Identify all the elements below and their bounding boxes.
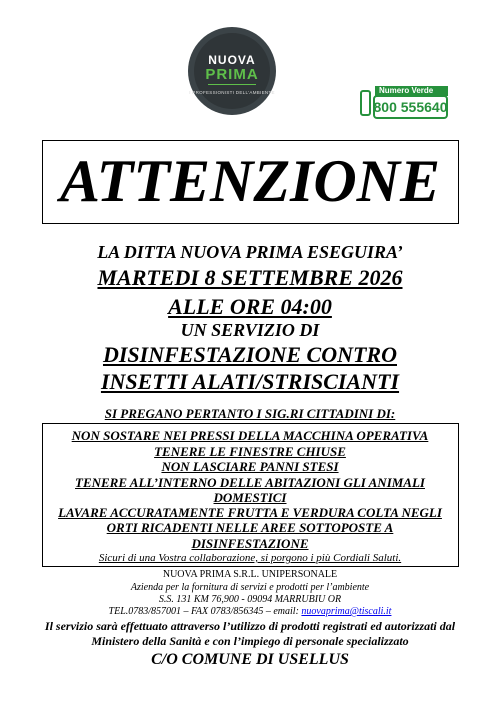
- logo-tagline: I PROFESSIONISTI DELL'AMBIENTE: [189, 90, 275, 95]
- instruction-item: ORTI RICADENTI NELLE AREE SOTTOPOSTE A: [106, 520, 394, 535]
- service-line-1: DISINFESTAZIONE CONTRO: [102, 342, 397, 367]
- page-title: ATTENZIONE: [59, 148, 441, 214]
- announcement-intro: LA DITTA NUOVA PRIMA ESEGUIRA’: [97, 242, 403, 262]
- nuova-prima-logo: [188, 27, 276, 115]
- instruction-item: TENERE ALL’INTERNO DELLE ABITAZIONI GLI ANIMALI: [75, 475, 425, 490]
- numero-verde-number: 800 555640: [373, 99, 448, 115]
- footer-line-2: Ministero della Sanità e con l’impiego di personale specializzato: [91, 634, 409, 648]
- logo-divider: [208, 84, 256, 85]
- footer-line-1: Il servizio sarà effettuato attraverso l’utilizzo di prodotti registrati ed autorizzati dal: [44, 619, 456, 633]
- company-name: NUOVA PRIMA S.R.L. UNIPERSONALE: [162, 569, 338, 580]
- phone-icon: [360, 90, 371, 116]
- numero-verde-label: Numero Verde: [375, 86, 448, 96]
- greeting: Sicuri di una Vostra collaborazione, si porgono i più Cordiali Saluti.: [98, 552, 402, 564]
- instruction-item: NON LASCIARE PANNI STESI: [161, 459, 339, 474]
- numero-verde-badge: [360, 86, 448, 120]
- logo-text-nuova: NUOVA: [208, 53, 256, 67]
- logo-text-prima: PRIMA: [205, 66, 259, 83]
- footer-location: C/O COMUNE DI USELLUS: [151, 651, 349, 668]
- announcement-date: MARTEDI 8 SETTEMBRE 2026: [97, 265, 403, 290]
- company-address: S.S. 131 KM 76,900 - 09094 MARRUBIU OR: [158, 594, 342, 605]
- announcement-time: ALLE ORE 04:00: [168, 294, 332, 319]
- announcement-service-intro: UN SERVIZIO DI: [180, 320, 320, 340]
- company-phone-fax: TEL.0783/857001 – FAX 0783/856345 – email:: [108, 606, 302, 617]
- instruction-item: DOMESTICI: [213, 490, 287, 505]
- instruction-item: NON SOSTARE NEI PRESSI DELLA MACCHINA OPERATIVA: [71, 428, 429, 443]
- instruction-item: TENERE LE FINESTRE CHIUSE: [154, 444, 346, 459]
- instruction-item: DISINFESTAZIONE: [191, 536, 309, 551]
- company-description: Azienda per la fornitura di servizi e prodotti per l’ambiente: [130, 582, 370, 593]
- instruction-item: LAVARE ACCURATAMENTE FRUTTA E VERDURA COLTA NEGLI: [58, 505, 442, 520]
- company-contacts: [0, 606, 500, 618]
- company-email-link[interactable]: nuovaprima@tiscali.it: [301, 606, 392, 617]
- service-line-2: INSETTI ALATI/STRISCIANTI: [100, 369, 400, 394]
- request-intro: SI PREGANO PERTANTO I SIG.RI CITTADINI DI:: [104, 406, 396, 421]
